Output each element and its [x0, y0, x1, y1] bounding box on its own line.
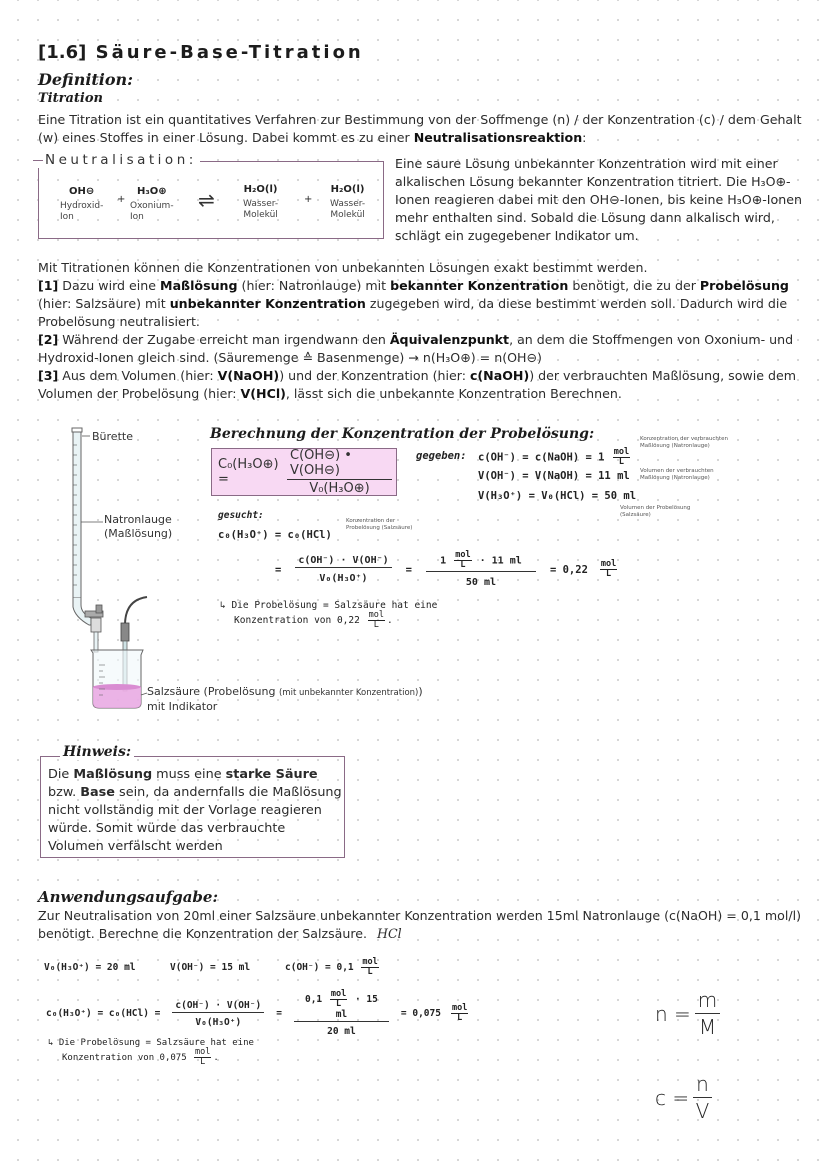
sought-expression: c₀(H₃O⁺) = c₀(HCl)	[218, 529, 332, 541]
given-note-1: Konzentration der verbrauchten Maßlösung (Natronlauge)	[640, 436, 728, 449]
explanation-step-2: [2] Während der Zugabe erreicht man irgendwann den Äquivalenzpunkt, an dem die Stoffmengen von Oxonium- und Hydroxid-Ionen gleich sind. (Säuremenge ≙ Basenmenge) → n(H₃O⊕) = n(OH⊖)	[38, 332, 794, 365]
section-number: [1.6]	[38, 42, 87, 63]
hint-text: Die Maßlösung muss eine starke Säure bzw. Base sein, da andernfalls die Maßlösung nicht vollständig mit der Vorlage reagieren würde. Somit würde das verbrauchte Volumen verfälscht werden	[48, 767, 342, 854]
titration-apparatus-illustration	[55, 425, 165, 715]
given-note-2: Volumen der verbrauchten Maßlösung (Natronlauge)	[640, 468, 714, 481]
given-label: gegeben:	[416, 450, 467, 462]
page-title	[38, 42, 364, 63]
exercise-text: Zur Neutralisation von 20ml einer Salzsäure unbekannter Konzentration werden 15ml Natronlauge (c(NaOH) = 0,1 mol/l) benötigt. Berechne die Konzentration der Salzsäure. HCl	[38, 908, 801, 941]
given-row-2: V(OH⁻) = V(NaOH) = 11 ml	[478, 470, 630, 482]
neutralisation-description: Eine saure Lösung unbekannter Konzentration wird mit einer alkalischen Lösung bekannter Konzentration titriert. Die H₃O⊕-Ionen reagieren dabei mit den OH⊖-Ionen, bis keine H₃O⊕-Ionen mehr enthalten sind. Sobald die Lösung dann alkalisch wird, schlägt ein zugegebener Indikator um.	[395, 156, 802, 243]
exercise-heading: Anwendungsaufgabe:	[38, 888, 218, 906]
sought-note: Konzentration der Probelösung (Salzsäure)	[346, 518, 413, 531]
sought-label: gesucht:	[218, 510, 264, 521]
plus-sign: +	[117, 194, 126, 205]
plus-sign: +	[304, 194, 313, 205]
exercise-given-2: V(OH⁻) = 15 ml	[170, 962, 251, 973]
species-water-2: H₂O(l) Wasser- Molekül	[330, 184, 366, 220]
equilibrium-arrow-icon: ⇌	[198, 188, 215, 212]
exercise-conclusion: ↳ Die Probelösung = Salzsäure hat eine Konzentration von 0,075 $\frac{\text{mol}}{L}$ .	[48, 1038, 254, 1067]
concentration-formula-box: C₀(H₃O⊕) = $\frac{C(OH⊖) • V(OH⊖)}{\text{V₀(H₃O⊕)}}$	[211, 448, 397, 496]
species-hydroxide: OH⊖ Hydroxid- Ion	[60, 186, 104, 222]
explanation-intro: Mit Titrationen können die Konzentrationen von unbekannten Lösungen exakt bestimmt werden.	[38, 260, 648, 275]
hint-label: Hinweis:	[60, 744, 134, 760]
species-water-1: H₂O(l) Wasser- Molekül	[243, 184, 279, 220]
calculation-equation: = $\frac{c(OH^-) \cdot V(OH^-)}{\text{V₀(H₃O⁺)}}$ = 1 $\frac{\text{mol}}{L}$ · 11 ml 50 ml = 0,22 $\frac{\text{mol}}{L}$	[275, 550, 617, 588]
calculation-heading: Berechnung der Konzentration der Probelösung:	[210, 426, 595, 442]
formula-c-equals-n-over-V: c = $\frac{n}{V}$	[655, 1072, 716, 1123]
given-row-1: c(OH⁻) = c(NaOH) = 1 $\frac{\text{mol}}{L}$	[478, 447, 630, 467]
neutralisation-label: Neutralisation:	[33, 152, 200, 168]
explanation-text	[38, 259, 808, 403]
exercise-result: = 0,075	[400, 1008, 441, 1019]
exercise-given-3: c(OH⁻) = 0,1 $\frac{\text{mol}}{L}$	[285, 957, 378, 977]
keyword-neutralisationsreaktion: Neutralisationsreaktion	[413, 130, 583, 145]
formula-fraction: $\frac{C(OH⊖) • V(OH⊖)}{\text{V₀(H₃O⊕)}}$	[287, 448, 392, 496]
label-analyte: Salzsäure (Probelösung (mit unbekannter Konzentration)) mit Indikator	[147, 685, 423, 713]
species-oxonium: H₃O⊕ Oxonium- Ion	[130, 186, 174, 222]
formula-n-equals-m-over-M: n = $\frac{m}{M}$	[655, 988, 724, 1039]
explanation-step-1: [1] Dazu wird eine Maßlösung (hier: Natronlauge) mit bekannter Konzentration benötigt, die zu der Probelösung (hier: Salzsäure) mit unbekannter Konzentration zugegeben wird, da diese bestimmt werden soll. Dadurch wird die Probelösung neutralisiert.	[38, 278, 789, 329]
titration-subheading: Titration	[38, 91, 103, 106]
given-note-3: Volumen der Probelösung (Salzsäure)	[620, 505, 691, 518]
explanation-step-3: [3] Aus dem Volumen (hier: V(NaOH)) und der Konzentration (hier: c(NaOH)) der verbrauchten Maßlösung, sowie dem Volumen der Probelösung (hier: V(HCl), lässt sich die unbekannte Konzentration Berechnen.	[38, 368, 796, 401]
label-burette: Bürette	[92, 430, 133, 443]
exercise-given-1: V₀(H₃O⁺) = 20 ml	[44, 962, 136, 973]
hcl-annotation: HCl	[377, 926, 402, 941]
calculation-conclusion: ↳ Die Probelösung = Salzsäure hat eine Konzentration von 0,22 $\frac{\text{mol}}{L}$ .	[220, 600, 438, 630]
title-text: Säure-Base-Titration	[95, 42, 364, 63]
definition-heading: Definition:	[38, 70, 134, 89]
label-titrant: Natronlauge (Maßlösung)	[104, 513, 173, 540]
calculation-result: = 0,22	[549, 563, 588, 576]
definition-text: Eine Titration ist ein quantitatives Verfahren zur Bestimmung von der Soffmenge (n) / der Konzentration (c) / dem Gehalt (w) eines Stoffes in einer Lösung. Dabei kommt es zu einer Neutralisationsreaktion:	[38, 112, 802, 145]
given-row-3: V(H₃O⁺) = V₀(HCl) = 50 ml	[478, 490, 637, 502]
exercise-equation: c₀(H₃O⁺) = c₀(HCl) = $\frac{c(OH^-) \cdot V(OH^-)}{\text{V₀(H₃O⁺)}}$ = 0,1 $\frac{\text{mol}}{L}$ · 15 ml 20 ml = 0,075 $\frac{\text{mol}}{L}$	[46, 989, 468, 1037]
